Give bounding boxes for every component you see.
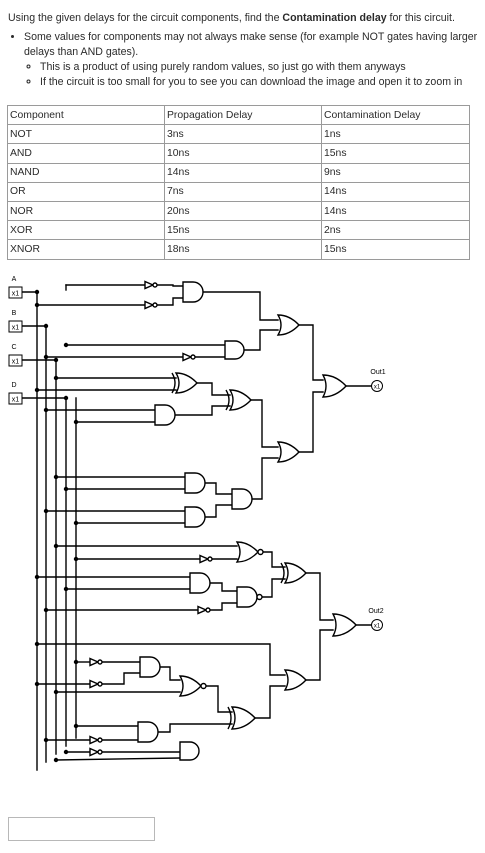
- not-gate: [90, 659, 98, 666]
- table-row: [8, 144, 470, 163]
- junction-dot: [35, 303, 39, 307]
- junction-dot: [35, 575, 39, 579]
- cell-component: XOR: [8, 221, 165, 240]
- wire: [299, 325, 323, 380]
- input-value-d: x1: [11, 396, 20, 404]
- not-gate: [200, 556, 208, 563]
- inversion-bubble: [258, 550, 263, 555]
- junction-dot: [44, 608, 48, 612]
- instruction-sub-bullet: ◦ If the circuit is too small for you to see you can download the image and open it to zoom in: [40, 75, 478, 90]
- cell-component: NAND: [8, 163, 165, 182]
- wire: [37, 644, 285, 675]
- table-row: [8, 163, 470, 182]
- cell-propagation: 7ns: [165, 182, 322, 201]
- junction-dot: [74, 557, 78, 561]
- table-row: [8, 201, 470, 220]
- header-contamination-delay: Contamination Delay: [322, 106, 470, 125]
- and-gate: [185, 473, 205, 493]
- and-gate: [225, 341, 244, 359]
- circuit-inputs: [9, 276, 22, 404]
- wire: [203, 483, 232, 494]
- and-gate: [138, 722, 158, 742]
- cell-component: NOT: [8, 125, 165, 144]
- instruction-sublist: [24, 60, 478, 90]
- cell-propagation: 10ns: [165, 144, 322, 163]
- inversion-bubble: [257, 595, 262, 600]
- wire: [208, 583, 237, 591]
- cell-component: XNOR: [8, 240, 165, 259]
- header-component: Component: [8, 106, 165, 125]
- question-lead: Using the given delays for the circuit components, find the Contamination delay for this circuit.: [8, 12, 455, 24]
- delay-table-header: [8, 106, 470, 125]
- cell-component: NOR: [8, 201, 165, 220]
- header-propagation-delay: Propagation Delay: [165, 106, 322, 125]
- inversion-bubble: [153, 283, 157, 287]
- or-gate: [278, 442, 299, 462]
- wire: [299, 392, 323, 452]
- not-gate: [90, 737, 98, 744]
- inversion-bubble: [153, 303, 157, 307]
- circuit-gates: [90, 282, 356, 761]
- output-label-out1: Out1: [370, 369, 386, 376]
- not-gate: [145, 302, 153, 309]
- junction-dot: [44, 509, 48, 513]
- cell-contamination: 14ns: [322, 182, 470, 201]
- inversion-bubble: [98, 660, 102, 664]
- junction-dot: [64, 343, 68, 347]
- junction-dot: [64, 487, 68, 491]
- input-label-a: A: [11, 276, 17, 283]
- not-gate: [90, 681, 98, 688]
- cell-contamination: 1ns: [322, 125, 470, 144]
- junction-dot: [54, 358, 58, 362]
- nand-gate: [237, 587, 257, 607]
- junction-dot: [54, 475, 58, 479]
- instructions: [8, 11, 478, 90]
- cell-contamination: 15ns: [322, 144, 470, 163]
- wire: [102, 673, 140, 684]
- wire: [243, 330, 278, 350]
- cell-component: OR: [8, 182, 165, 201]
- wire: [156, 724, 232, 732]
- wire: [173, 406, 230, 415]
- answer-input[interactable]: [8, 817, 155, 841]
- not-gate: [145, 282, 153, 289]
- cell-propagation: 18ns: [165, 240, 322, 259]
- and-gate: [190, 573, 210, 593]
- not-gate: [198, 607, 206, 614]
- and-gate: [155, 405, 175, 425]
- input-label-c: C: [11, 344, 17, 351]
- output-value-out1: x1: [373, 384, 381, 391]
- wire: [250, 458, 278, 499]
- wire: [251, 400, 278, 447]
- instruction-bullet: • Some values for components may not always make sense (for example NOT gates having larger delays than AND gates). ◦ This is a product of using purely random values, so just go with them anyways ◦ If the circuit is too small for you to see you can download the image and open it to zoom in: [24, 30, 478, 90]
- junction-dot: [74, 660, 78, 664]
- inversion-bubble: [206, 608, 210, 612]
- wire: [203, 292, 278, 320]
- xor-gate: [230, 390, 251, 410]
- cell-propagation: 15ns: [165, 221, 322, 240]
- table-row: [8, 182, 470, 201]
- and-gate: [183, 282, 203, 302]
- xor-gate: [232, 707, 255, 729]
- inversion-bubble: [98, 682, 102, 686]
- xor-curve: [281, 563, 284, 583]
- wire: [157, 285, 183, 286]
- nor-gate: [180, 676, 201, 696]
- wire: [306, 573, 333, 620]
- and-gate: [232, 489, 252, 509]
- and-gate: [140, 657, 160, 677]
- or-gate: [333, 614, 356, 636]
- wire: [203, 505, 232, 517]
- wire: [56, 758, 180, 760]
- cell-contamination: 9ns: [322, 163, 470, 182]
- junction-dot: [64, 750, 68, 754]
- delay-table: [7, 105, 470, 260]
- junction-dot: [54, 690, 58, 694]
- circuit-outputs: [368, 369, 385, 631]
- and-gate: [180, 742, 199, 760]
- cell-propagation: 3ns: [165, 125, 322, 144]
- junction-dot: [74, 420, 78, 424]
- nor-gate: [237, 542, 258, 562]
- input-label-d: D: [11, 382, 17, 389]
- input-label-b: B: [11, 310, 17, 317]
- junction-dot: [44, 408, 48, 412]
- junction-dot: [64, 396, 68, 400]
- junction-dot: [44, 738, 48, 742]
- input-value-c: x1: [11, 358, 20, 366]
- or-gate: [323, 375, 346, 397]
- inversion-bubble: [208, 557, 212, 561]
- cell-propagation: 14ns: [165, 163, 322, 182]
- junction-dot: [54, 758, 58, 762]
- input-value-a: x1: [11, 290, 20, 298]
- wire: [197, 383, 230, 395]
- or-gate: [278, 315, 299, 335]
- inversion-bubble: [191, 355, 195, 359]
- xor-curve: [228, 707, 231, 729]
- output-value-out2: x1: [373, 623, 381, 630]
- cell-contamination: 15ns: [322, 240, 470, 259]
- junction-dot: [74, 724, 78, 728]
- junction-dot: [54, 544, 58, 548]
- inversion-bubble: [201, 684, 206, 689]
- wire: [306, 630, 333, 680]
- inversion-bubble: [98, 738, 102, 742]
- wire: [254, 686, 285, 718]
- not-gate: [183, 354, 191, 361]
- wire: [158, 667, 180, 680]
- input-value-b: x1: [11, 324, 20, 332]
- or-gate: [285, 670, 306, 690]
- table-row: [8, 221, 470, 240]
- junction-dot: [54, 376, 58, 380]
- and-gate: [185, 507, 205, 527]
- junction-dot: [64, 587, 68, 591]
- instruction-sub-bullet: ◦ This is a product of using purely random values, so just go with them anyways: [40, 60, 478, 75]
- junction-dot: [35, 642, 39, 646]
- cell-propagation: 20ns: [165, 201, 322, 220]
- instruction-list: [8, 30, 478, 90]
- cell-component: AND: [8, 144, 165, 163]
- wire: [157, 298, 183, 305]
- table-row: [8, 125, 470, 144]
- table-row: [8, 240, 470, 259]
- xor-gate: [176, 373, 197, 393]
- junction-dot: [35, 290, 39, 294]
- wire: [210, 603, 237, 610]
- cell-contamination: 2ns: [322, 221, 470, 240]
- cell-contamination: 14ns: [322, 201, 470, 220]
- junction-dot: [44, 324, 48, 328]
- xor-curve: [226, 390, 229, 410]
- circuit-diagram: [0, 270, 485, 810]
- question-emphasis: Contamination delay: [282, 12, 387, 24]
- output-label-out2: Out2: [368, 608, 384, 615]
- junction-dot: [74, 521, 78, 525]
- not-gate: [90, 749, 98, 756]
- junction-dot: [35, 388, 39, 392]
- inversion-bubble: [98, 750, 102, 754]
- junction-dot: [35, 682, 39, 686]
- junction-dot: [44, 355, 48, 359]
- xor-gate: [285, 563, 306, 583]
